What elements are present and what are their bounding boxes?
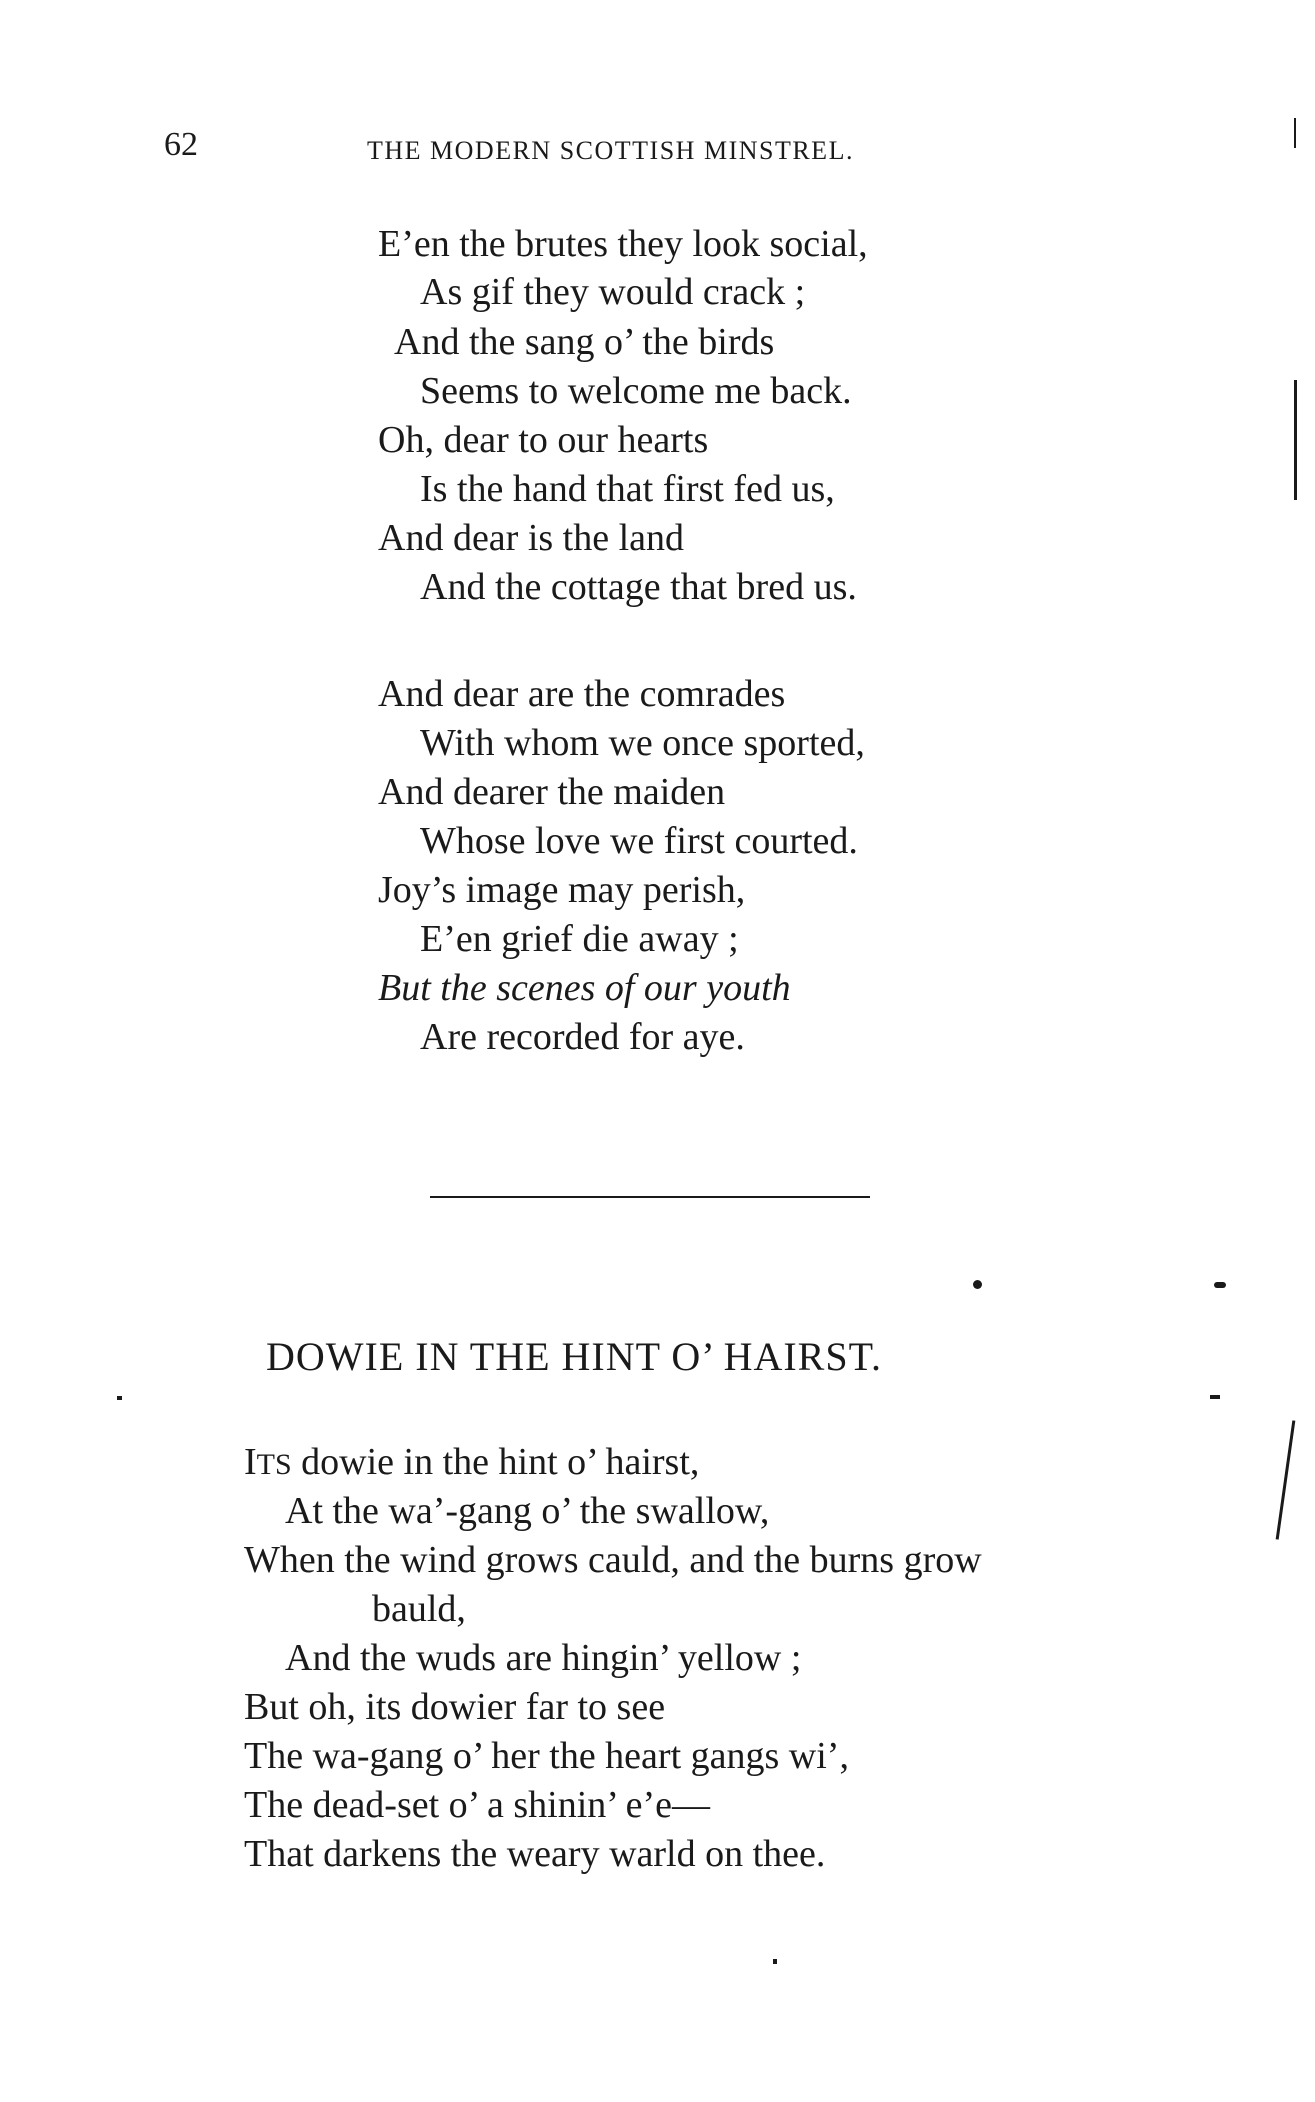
stanza-2-line-5: Joy’s image may perish, bbox=[378, 869, 746, 911]
poem-2-line-5: But oh, its dowier far to see bbox=[244, 1686, 666, 1728]
stanza-1-line-1: E’en the brutes they look social, bbox=[378, 223, 868, 265]
poem-2-line-4: And the wuds are hingin’ yellow ; bbox=[285, 1637, 802, 1679]
scan-dot bbox=[773, 1959, 777, 1964]
poem-2-line-3: When the wind grows cauld, and the burns grow bbox=[244, 1539, 982, 1581]
running-head: THE MODERN SCOTTISH MINSTREL. bbox=[367, 136, 854, 165]
stanza-2-line-7 bbox=[378, 966, 791, 1010]
page-number: 62 bbox=[164, 126, 198, 163]
stanza-1-line-6: Is the hand that first fed us, bbox=[420, 468, 835, 510]
scan-dot bbox=[117, 1396, 122, 1400]
stanza-2-line-8: Are recorded for aye. bbox=[420, 1016, 745, 1058]
stanza-1-line-7: And dear is the land bbox=[378, 517, 685, 559]
poem-2-line-3-cont: bauld, bbox=[372, 1588, 466, 1630]
poem-2-line-2: At the wa’-gang o’ the swallow, bbox=[285, 1490, 770, 1532]
poem-title: DOWIE IN THE HINT O’ HAIRST. bbox=[266, 1334, 883, 1379]
stanza-1-line-8: And the cottage that bred us. bbox=[420, 566, 857, 608]
scan-mark bbox=[1294, 380, 1297, 500]
scan-mark bbox=[1276, 1420, 1296, 1539]
scan-mark bbox=[1294, 118, 1296, 148]
stanza-1-line-5: Oh, dear to our hearts bbox=[378, 419, 709, 461]
stanza-2-line-2: With whom we once sported, bbox=[420, 722, 865, 764]
stanza-1-line-4: Seems to welcome me back. bbox=[420, 370, 852, 412]
section-divider bbox=[430, 1196, 870, 1198]
stanza-1-line-2: As gif they would crack ; bbox=[420, 271, 806, 313]
first-word-cap: I bbox=[244, 1441, 257, 1483]
stanza-2-line-1: And dear are the comrades bbox=[378, 673, 786, 715]
stanza-1-line-3: And the sang o’ the birds bbox=[394, 321, 775, 363]
stanza-2-line-6: E’en grief die away ; bbox=[420, 918, 739, 960]
scan-dot bbox=[1210, 1395, 1220, 1399]
first-word-rest: TS bbox=[256, 1448, 292, 1481]
poem-2-line-6: The wa-gang o’ her the heart gangs wi’, bbox=[244, 1735, 849, 1777]
poem-2-line-8: That darkens the weary warld on thee. bbox=[244, 1833, 826, 1875]
stanza-2-line-3: And dearer the maiden bbox=[378, 771, 726, 813]
scan-dot bbox=[973, 1280, 982, 1289]
poem-2-line-7: The dead-set o’ a shinin’ e’e— bbox=[244, 1784, 711, 1826]
poem-2-line-1 bbox=[244, 1440, 699, 1487]
scan-dot bbox=[1214, 1282, 1226, 1288]
poem-2-line-1-rest: dowie in the hint o’ hairst, bbox=[291, 1441, 700, 1483]
stanza-2-line-4: Whose love we first courted. bbox=[420, 820, 858, 862]
stanza-2-line-7-text: But the scenes of our youth bbox=[378, 967, 791, 1009]
